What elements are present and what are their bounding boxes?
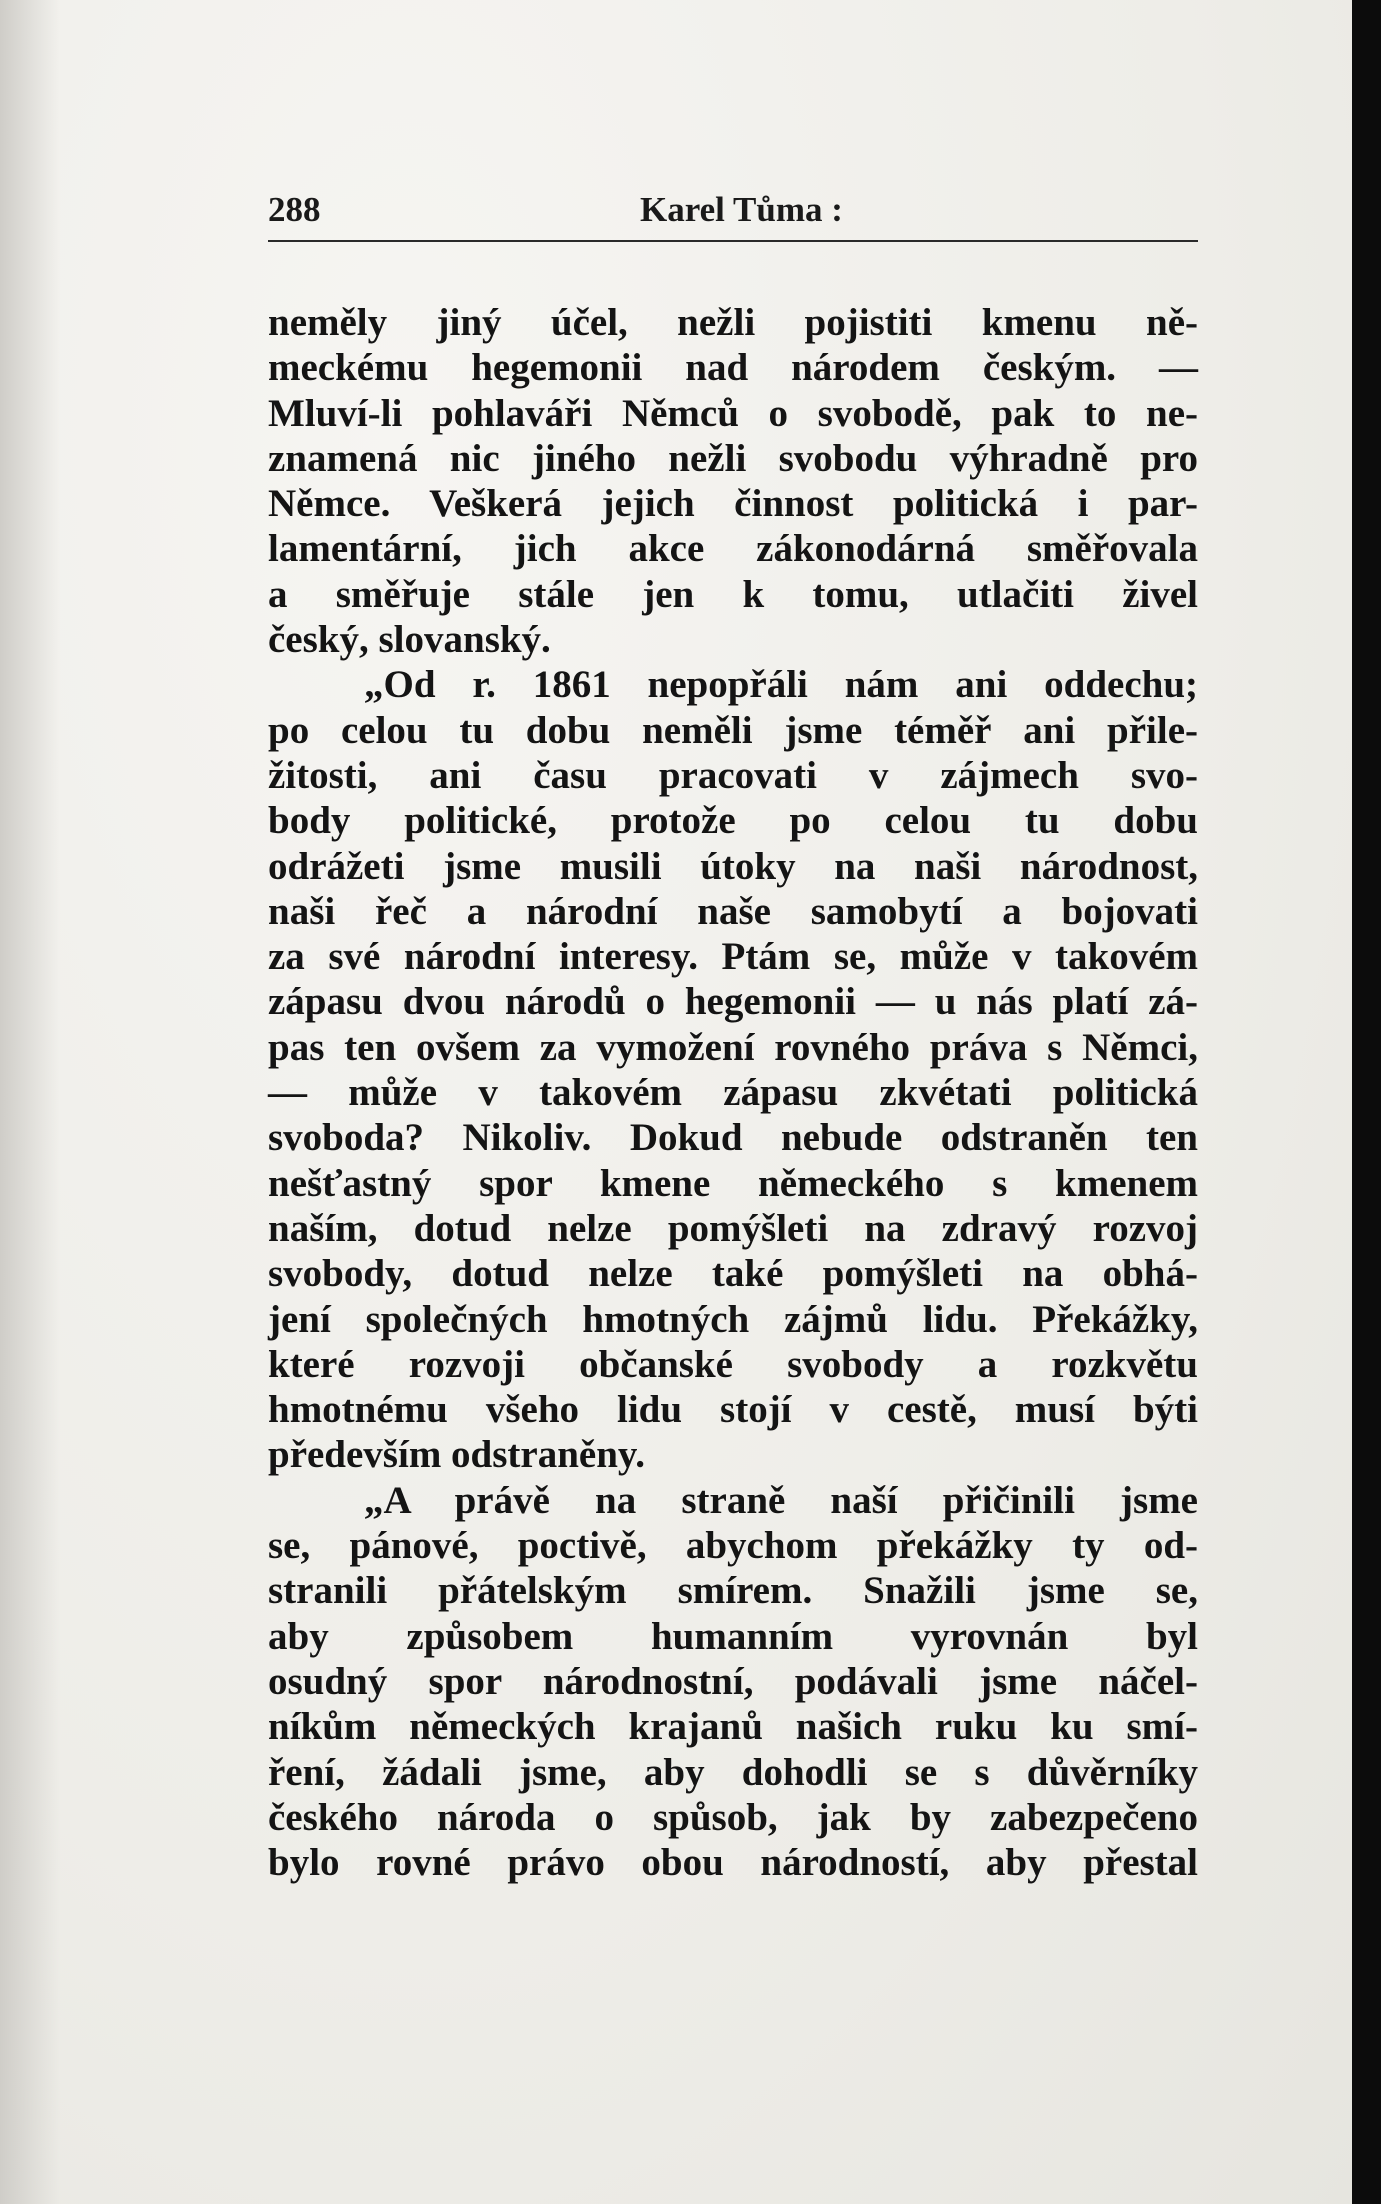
running-head: Karel Tůma : xyxy=(640,190,843,229)
text-line: svoboda? Nikoliv. Dokud nebude odstraněn ten xyxy=(268,1116,1198,1160)
page-edge-shadow xyxy=(0,0,60,2204)
text-line: jení společných hmotných zájmů lidu. Překážky, xyxy=(268,1297,1198,1341)
text-line: žitosti, ani času pracovati v zájmech svo- xyxy=(268,753,1198,797)
text-line: aby způsobem humanním vyrovnán byl xyxy=(268,1614,1198,1658)
text-line: a směřuje stále jen k tomu, utlačiti živel xyxy=(268,572,1198,616)
text-line: „A právě na straně naší přičinili jsme xyxy=(364,1478,1198,1522)
page-header xyxy=(268,190,1198,240)
text-line: se, pánové, poctivě, abychom překážky ty od- xyxy=(268,1524,1198,1568)
page-number: 288 xyxy=(268,190,321,229)
text-line: po celou tu dobu neměli jsme téměř ani přile- xyxy=(268,708,1198,752)
text-line: českého národa o spůsob, jak by zabezpečeno xyxy=(268,1795,1198,1839)
text-line: pas ten ovšem za vymožení rovného práva s Němci, xyxy=(268,1025,1198,1069)
text-line: které rozvoji občanské svobody a rozkvětu xyxy=(268,1342,1198,1386)
text-line: bylo rovné právo obou národností, aby přestal xyxy=(268,1841,1198,1885)
text-line: znamená nic jiného nežli svobodu výhradně pro xyxy=(268,436,1198,480)
text-line: nešťastný spor kmene německého s kmenem xyxy=(268,1161,1198,1205)
text-line: osudný spor národnostní, podávali jsme náčel- xyxy=(268,1659,1198,1703)
text-line: český, slovanský. xyxy=(268,618,551,662)
text-line: především odstraněny. xyxy=(268,1433,646,1477)
header-rule xyxy=(268,240,1198,242)
text-line: Mluví-li pohlaváři Němců o svobodě, pak to ne- xyxy=(268,391,1198,435)
text-line: „Od r. 1861 nepopřáli nám ani oddechu; xyxy=(364,663,1198,707)
body-text xyxy=(268,300,1198,1885)
text-line: meckému hegemonii nad národem českým. — xyxy=(268,346,1198,390)
text-line: zápasu dvou národů o hegemonii — u nás platí zá- xyxy=(268,980,1198,1024)
text-line: neměly jiný účel, nežli pojistiti kmenu ně- xyxy=(268,301,1198,344)
text-line: hmotnému všeho lidu stojí v cestě, musí býti xyxy=(268,1388,1198,1432)
text-line: stranili přátelským smírem. Snažili jsme se, xyxy=(268,1569,1198,1613)
text-line: Němce. Veškerá jejich činnost politická i par- xyxy=(268,482,1198,526)
text-line: svobody, dotud nelze také pomýšleti na obhá- xyxy=(268,1252,1198,1296)
text-line: lamentární, jich akce zákonodárná směřovala xyxy=(268,527,1198,571)
text-line: níkům německých krajanů našich ruku ku smí- xyxy=(268,1705,1198,1749)
text-line: odrážeti jsme musili útoky na naši národnost, xyxy=(268,844,1198,888)
text-line: body politické, protože po celou tu dobu xyxy=(268,799,1198,843)
text-line: naším, dotud nelze pomýšleti na zdravý rozvoj xyxy=(268,1206,1198,1250)
text-line: naši řeč a národní naše samobytí a bojovati xyxy=(268,889,1198,933)
scan-border xyxy=(1352,0,1381,2204)
text-line: — může v takovém zápasu zkvétati politická xyxy=(268,1071,1198,1115)
text-line: ření, žádali jsme, aby dohodli se s důvěrníky xyxy=(268,1750,1198,1794)
text-line: za své národní interesy. Ptám se, může v takovém xyxy=(268,935,1198,979)
